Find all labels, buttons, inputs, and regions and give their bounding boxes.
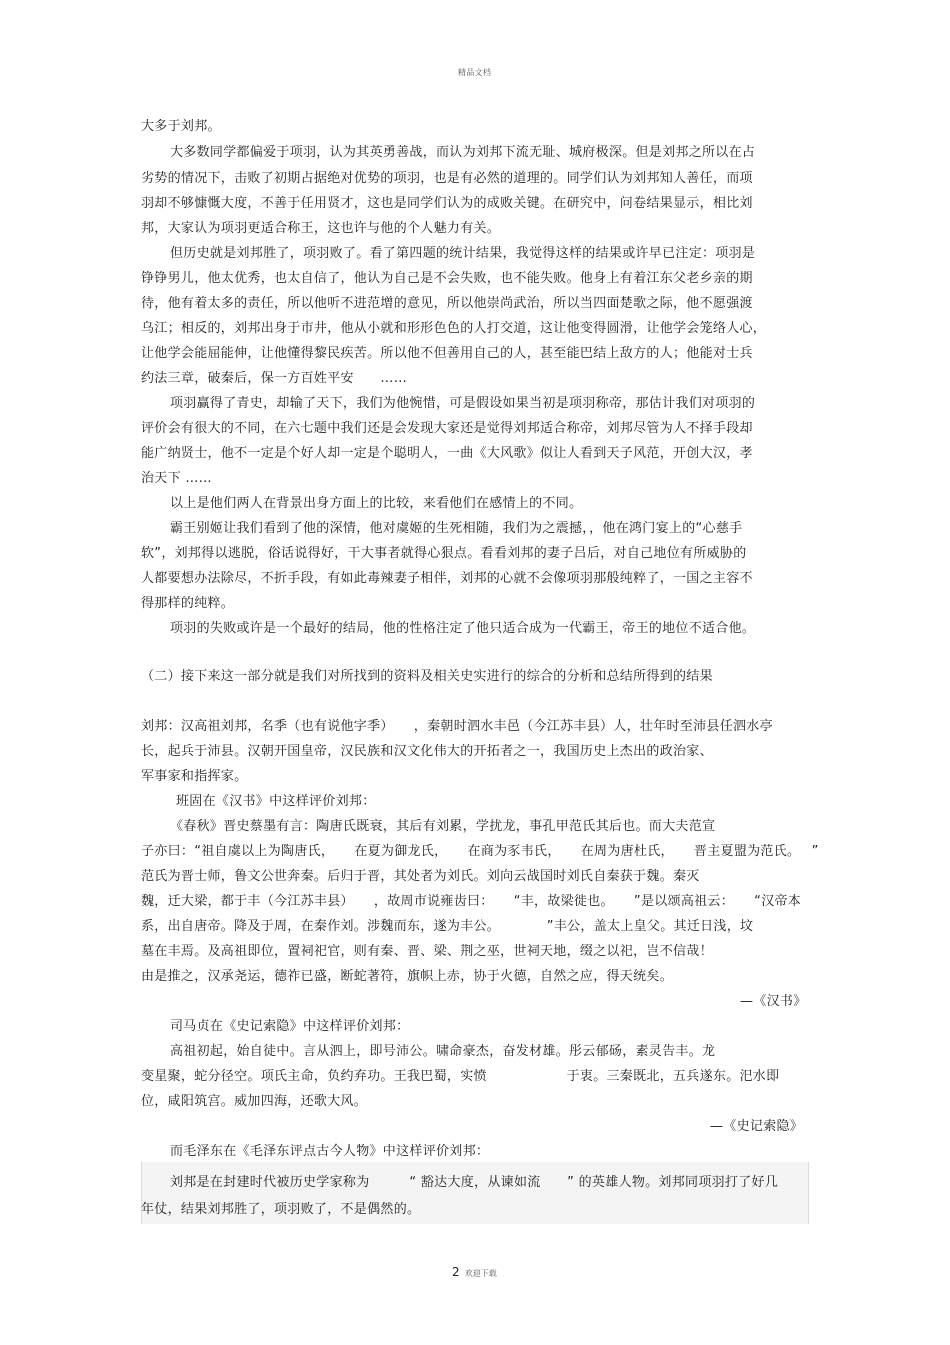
text-line: 范氏为晋士师，鲁文公世奔秦。后归于晋，其处者为刘氏。刘向云战国时刘氏自秦获于魏。秦灭 bbox=[141, 869, 700, 884]
text-line: 魏，迁大梁，都于丰（今江苏丰县） ，故周市说雍齿曰： “丰，故梁徙也。 ”是以颂高祖云： “汉帝本 bbox=[141, 894, 802, 909]
text-line: 年仗，结果刘邦胜了，项羽败了，不是偶然的。 bbox=[141, 1202, 421, 1217]
page-footer bbox=[452, 1261, 497, 1280]
text-line: 邦，大家认为项羽更适合称王，这也许与他的个人魅力有关。 bbox=[141, 221, 501, 236]
text-line: 软”，刘邦得以逃脱，俗话说得好，干大事者就得心狠点。看看刘邦的妻子吕后，对自己地位有所威胁的 bbox=[141, 546, 747, 561]
footer-text: 欢迎下载 bbox=[464, 1269, 497, 1278]
citation-shiji-suoyin: —《史记索隐》 bbox=[710, 1119, 804, 1134]
text-line: 治天下 …… bbox=[141, 471, 212, 486]
text-line: 乌江；相反的，刘邦出身于市井，他从小就和形形色色的人打交道，这让他变得圆滑，让他学会笼络人心， bbox=[141, 321, 767, 336]
citation-hanshu: —《汉书》 bbox=[740, 994, 807, 1009]
text-line: 刘邦：汉高祖刘邦，名季（也有说他字季） ，秦朝时泗水丰邑（今江苏丰县）人，壮年时至沛县任泗水亭 bbox=[141, 719, 773, 734]
section-heading: （二）接下来这一部分就是我们对所找到的资料及相关史实进行的综合的分析和总结所得到的结果 bbox=[141, 669, 713, 684]
text-line: 司马贞在《史记索隐》中这样评价刘邦： bbox=[170, 1019, 410, 1034]
text-line: 班固在《汉书》中这样评价刘邦： bbox=[176, 794, 376, 809]
text-line: 刘邦是在封建时代被历史学家称为 “ 豁达大度，从谏如流 ” 的英雄人物。刘邦同项羽打了好几 bbox=[170, 1175, 779, 1190]
text-line: 劣势的情况下，击败了初期占据绝对优势的项羽，也是有必然的道理的。同学们认为刘邦知人善任，而项 bbox=[141, 171, 753, 186]
text-line: 项羽赢得了青史，却输了天下，我们为他惋惜，可是假设如果当初是项羽称帝，那估计我们对项羽的 bbox=[170, 396, 756, 411]
text-line: 铮铮男儿，他太优秀，也太自信了，他认为自己是不会失败，也不能失败。他身上有着江东父老乡亲的期 bbox=[141, 271, 753, 286]
text-line: 羽却不够慷慨大度，不善于任用贤才，这也是同学们认为的成败关键。在研究中，问卷结果显示，相比刘 bbox=[141, 196, 753, 211]
text-line: 让他学会能屈能伸，让他懂得黎民疾苦。所以他不但善用自己的人，甚至能巴结上敌方的人；他能对士兵 bbox=[141, 346, 753, 361]
text-line: 军事家和指挥家。 bbox=[141, 769, 248, 784]
text-line: 子亦曰：“祖自虞以上为陶唐氏， 在夏为御龙氏， 在商为豕韦氏， 在周为唐杜氏， 晋主夏盟为范氏。 ” bbox=[141, 844, 819, 859]
page-number: 2 bbox=[452, 1265, 460, 1279]
text-line: 以上是他们两人在背景出身方面上的比较，来看他们在感情上的不同。 bbox=[170, 496, 583, 511]
text-line: 长，起兵于沛县。汉朝开国皇帝，汉民族和汉文化伟大的开拓者之一，我国历史上杰出的政治家、 bbox=[141, 744, 713, 759]
text-line: 项羽的失败或许是一个最好的结局，他的性格注定了他只适合成为一代霸王，帝王的地位不适合他。 bbox=[170, 621, 756, 636]
text-line: 能广纳贤士，他不一定是个好人却一定是个聪明人，一曲《大风歌》似让人看到天子风范，开创大汉，孝 bbox=[141, 446, 753, 461]
text-line: 由是推之，汉承尧运，德祚已盛，断蛇著符，旗帜上赤，协于火德，自然之应，得天统矣。 bbox=[141, 969, 674, 984]
page-header: 精品文档 bbox=[458, 68, 492, 77]
text-line: 人都要想办法除尽，不折手段，有如此毒辣妻子相伴，刘邦的心就不会像项羽那般纯粹了，一国之主容不 bbox=[141, 571, 753, 586]
text-line: 约法三章，破秦后，保一方百姓平安 …… bbox=[141, 371, 408, 386]
text-line: 待，他有着太多的责任，所以他听不进范增的意见，所以他崇尚武治，所以当四面楚歌之际，他不愿强渡 bbox=[141, 296, 753, 311]
text-line: 大多数同学都偏爱于项羽，认为其英勇善战，而认为刘邦下流无耻、城府极深。但是刘邦之所以在占 bbox=[170, 145, 756, 160]
text-line: 系，出自唐帝。降及于周，在秦作刘。涉魏而东，遂为丰公。 ”丰公，盖太上皇父。其迁日浅，坟 bbox=[141, 919, 754, 934]
text-line: 大多于刘邦。 bbox=[141, 119, 221, 134]
text-line: 得那样的纯粹。 bbox=[141, 596, 235, 611]
text-line: 位，咸阳筑宫。威加四海，还歌大风。 bbox=[141, 1094, 368, 1109]
text-line: 但历史就是刘邦胜了，项羽败了。看了第四题的统计结果，我觉得这样的结果或许早已注定：项羽是 bbox=[170, 246, 756, 261]
text-line: 评价会有很大的不同，在六七题中我们还是会发现大家还是觉得刘邦适合称帝，刘邦尽管为人不择手段却 bbox=[141, 421, 753, 436]
text-line: 霸王别姬让我们看到了他的深情，他对虞姬的生死相随，我们为之震撼，，他在鸿门宴上的“心慈手 bbox=[170, 521, 743, 536]
text-line: 墓在丰焉。及高祖即位，置祠祀官，则有秦、晋、梁、荆之巫，世祠天地，缀之以祀，岂不信哉！ bbox=[141, 944, 713, 959]
text-line: 高祖初起，始自徒中。言从泗上，即号沛公。啸命豪杰，奋发材雄。彤云郁砀，素灵告丰。龙 bbox=[170, 1044, 716, 1059]
text-line: 变星聚，蛇分径空。项氏主命，负约弃功。王我巴蜀，实愤 于衷。三秦既北，五兵遂东。汜水即 bbox=[141, 1069, 780, 1084]
text-line: 《春秋》晋史蔡墨有言：陶唐氏既衰，其后有刘累，学扰龙，事孔甲范氏其后也。而大夫范宣 bbox=[170, 819, 716, 834]
text-line: 而毛泽东在《毛泽东评点古今人物》中这样评价刘邦： bbox=[170, 1144, 490, 1159]
